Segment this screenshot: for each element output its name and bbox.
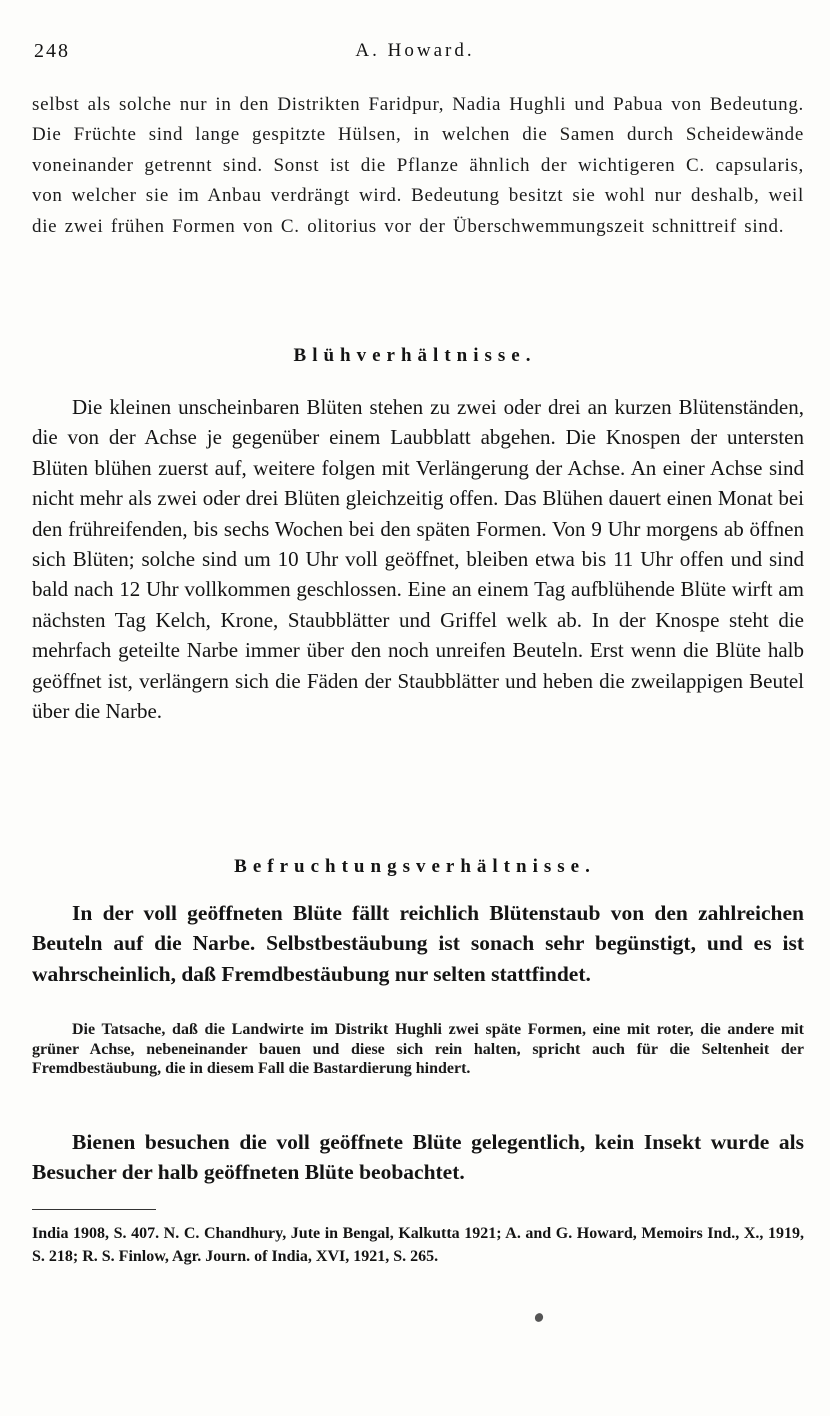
paragraph-4-small: Die Tatsache, daß die Landwirte im Distrikt Hughli zwei späte Formen, eine mit roter, die andere mit grüner Achse, nebeneinander bauen und diese sich rein halten, spricht auch für die Seltenheit der Fremdbestäubung, die in diesem Fall die Bastardierung hindert.	[32, 1021, 804, 1077]
footnote-rule	[32, 1209, 156, 1210]
ink-speck	[533, 1312, 544, 1324]
section-heading-befruchtungsverhaeltnisse: Befruchtungsverhältnisse.	[234, 856, 596, 877]
paragraph-1: selbst als solche nur in den Distrikten Faridpur, Nadia Hughli und Pabua von Bedeutung. Die Früchte sind lange gespitzte Hülsen, in welchen die Samen durch Scheidewände voneinander getrennt sind. Sonst ist die Pflanze ähnlich der wichtigeren C. capsularis, von welcher sie im Anbau verdrängt wird. Bedeutung besitzt sie wohl nur deshalb, weil die zwei frühen Formen von C. olitorius vor der Überschwemmungszeit schnittreif sind.	[32, 94, 804, 237]
page-number: 248	[34, 40, 70, 62]
section-heading-bluehverhaeltnisse: Blühverhältnisse.	[293, 345, 537, 366]
page-header	[34, 40, 796, 70]
paragraph-5: Bienen besuchen die voll geöffnete Blüte gelegentlich, kein Insekt wurde als Besucher der halb geöffneten Blüte beobachtet.	[32, 1130, 804, 1185]
paragraph-3: In der voll geöffneten Blüte fällt reichlich Blütenstaub von den zahlreichen Beuteln auf die Narbe. Selbstbestäubung ist sonach sehr begünstigt, und es ist wahrscheinlich, daß Fremdbestäubung nur selten stattfindet.	[32, 901, 804, 986]
paragraph-2: Die kleinen unscheinbaren Blüten stehen zu zwei oder drei an kurzen Blütenständen, die von der Achse je gegenüber einem Laubblatt abgehen. Die Knospen der untersten Blüten blühen zuerst auf, weitere folgen mit Verlängerung der Achse. An einer Achse sind nicht mehr als zwei oder drei Blüten gleichzeitig offen. Das Blühen dauert einen Monat bei den frühreifenden, bis sechs Wochen bei den späten Formen. Von 9 Uhr morgens ab öffnen sich Blüten; solche sind um 10 Uhr voll geöffnet, bleiben etwa bis 11 Uhr offen und sind bald nach 12 Uhr vollkommen geschlossen. Eine an einem Tag aufblühende Blüte wirft am nächsten Tag Kelch, Krone, Staubblätter und Griffel welk ab. In der Knospe steht die mehrfach geteilte Narbe immer über den noch unreifen Beuteln. Erst wenn die Blüte halb geöffnet ist, verlängern sich die Fäden der Staubblätter und heben die zweilappigen Beutel über die Narbe.	[32, 395, 804, 724]
running-head: A. Howard.	[355, 40, 475, 61]
footnote: India 1908, S. 407. N. C. Chandhury, Jute in Bengal, Kalkutta 1921; A. and G. Howard, Memoirs Ind., X., 1919, S. 218; R. S. Finlow, Agr. Journ. of India, XVI, 1921, S. 265.	[32, 1225, 804, 1265]
